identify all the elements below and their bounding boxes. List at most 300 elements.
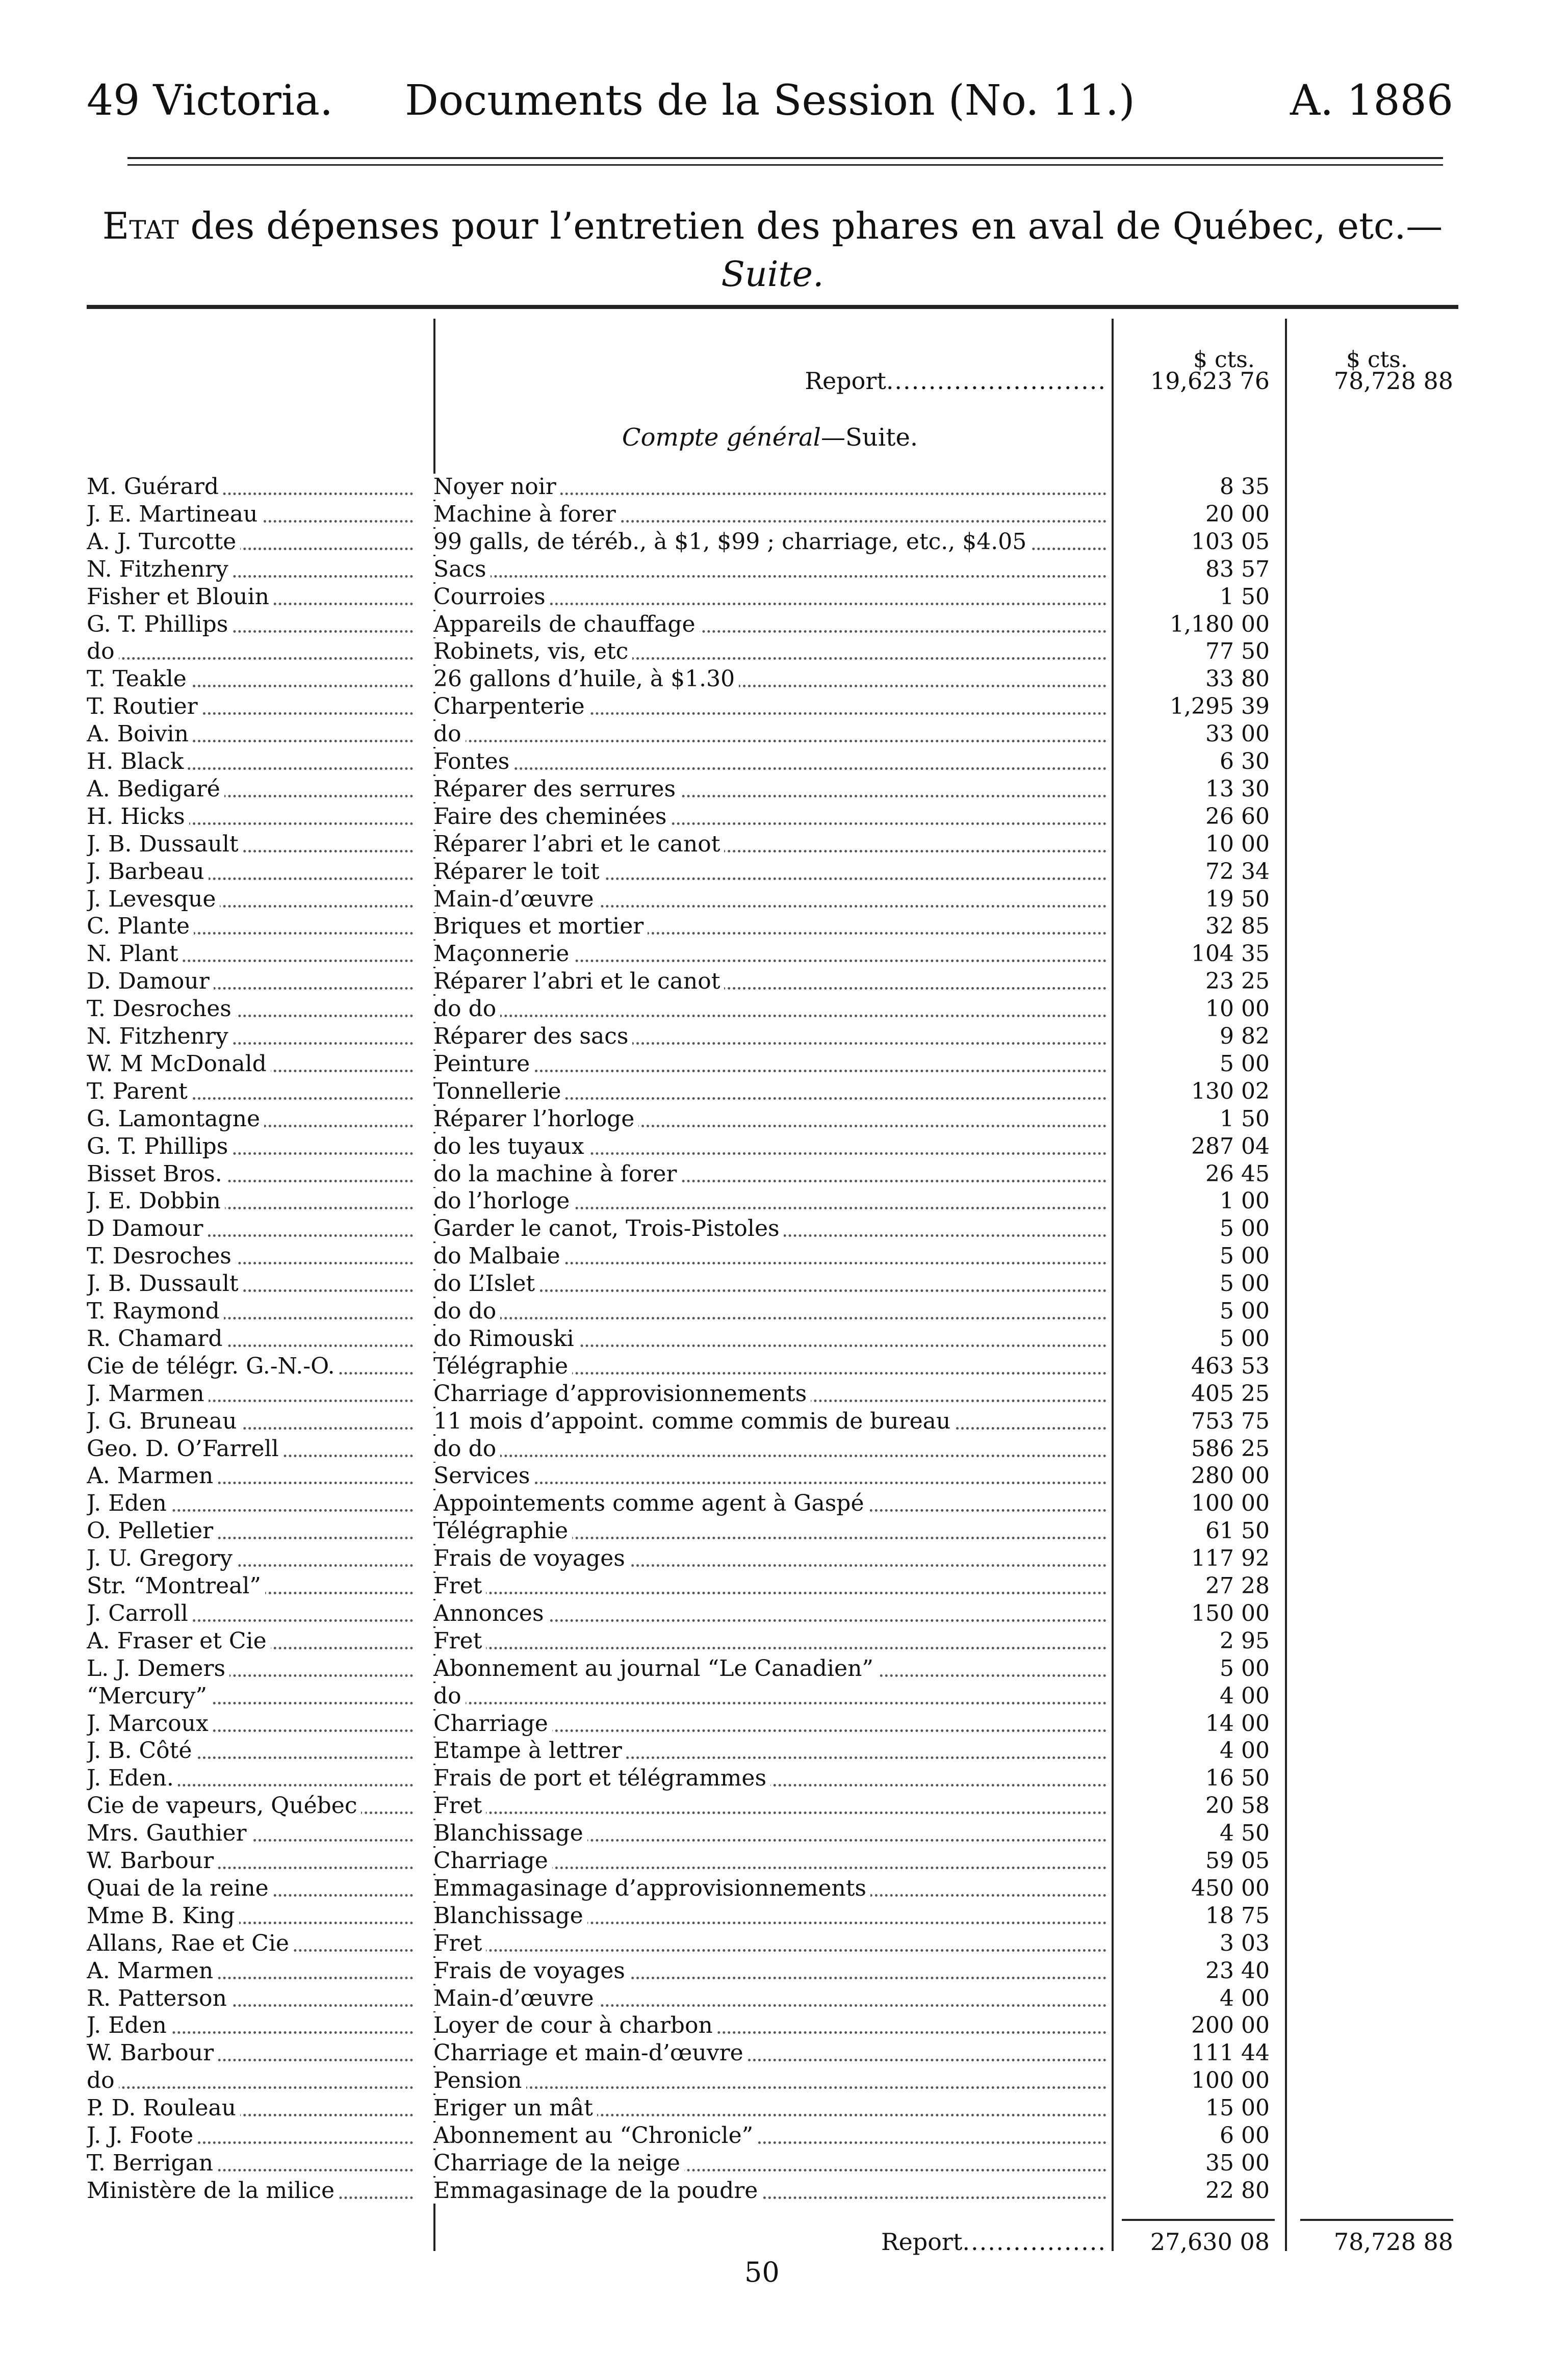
- expense-amount: 100 00: [1191, 2067, 1270, 2094]
- expense-amount: 5 00: [1220, 1655, 1270, 1681]
- expense-amount: 280 00: [1191, 1463, 1270, 1489]
- payee-name: [87, 1600, 413, 1627]
- expense-amount: 8 35: [1220, 474, 1270, 500]
- section-italic: Compte général: [622, 423, 821, 452]
- payee-name: [87, 1325, 413, 1353]
- running-header: [87, 76, 1453, 133]
- leader-dots: [433, 1572, 1106, 1594]
- report-label: Report: [805, 367, 886, 395]
- payee-name: [87, 1215, 413, 1243]
- table-row: [0, 1160, 1545, 1188]
- title-lead: Etat: [102, 204, 179, 247]
- description-label: Frais de voyages: [433, 1958, 629, 1984]
- table-row: [0, 1847, 1545, 1875]
- leader-dots: [433, 1435, 1106, 1457]
- expense-description: [433, 1765, 1106, 1792]
- expense-amount: 5 00: [1220, 1271, 1270, 1297]
- payee-name: [87, 1270, 413, 1298]
- expense-amount: 23 40: [1205, 1957, 1270, 1984]
- payee-label: P. D. Rouleau: [87, 2095, 240, 2121]
- payee-label: J. Marmen: [87, 1381, 209, 1407]
- expense-description: [433, 1875, 1106, 1902]
- expense-amount: 15 00: [1205, 2095, 1270, 2122]
- payee-name: [87, 1243, 413, 1270]
- payee-name: [87, 1408, 413, 1435]
- expense-description: [433, 1902, 1106, 1930]
- table-row: [0, 1380, 1545, 1408]
- expense-description: [433, 1737, 1106, 1765]
- expense-description: [433, 1462, 1106, 1490]
- table-row: [0, 583, 1545, 611]
- page-title: [0, 201, 1545, 299]
- payee-label: Allans, Rae et Cie: [87, 1930, 293, 1956]
- payee-name: [87, 1462, 413, 1490]
- payee-name: [87, 1627, 413, 1655]
- payee-name: [87, 1820, 413, 1847]
- description-label: Robinets, vis, etc: [433, 638, 632, 664]
- payee-name: [87, 1160, 413, 1188]
- table-row: [0, 638, 1545, 665]
- payee-label: J. J. Foote: [87, 2123, 197, 2149]
- expense-amount: 117 92: [1191, 1545, 1270, 1572]
- payee-name: [87, 1187, 413, 1215]
- table-row: [0, 1930, 1545, 1957]
- table-row: [0, 1133, 1545, 1160]
- expense-description: [433, 473, 1106, 501]
- expense-amount: 3 03: [1220, 1930, 1270, 1956]
- description-label: Appareils de chauffage: [433, 611, 700, 637]
- table-row: [0, 1517, 1545, 1545]
- leader-dots: [433, 748, 1106, 770]
- table-row: [0, 2067, 1545, 2094]
- expense-description: [433, 2122, 1106, 2150]
- payee-name: [87, 1572, 413, 1600]
- expense-description: [433, 1325, 1106, 1353]
- expense-amount: 19 50: [1205, 886, 1270, 912]
- expense-description: [433, 1215, 1106, 1243]
- report-bottom-total: 78,728 88: [1333, 2228, 1453, 2256]
- payee-name: [87, 1435, 413, 1463]
- payee-label: H. Black: [87, 748, 188, 774]
- description-label: Machine à forer: [433, 501, 620, 527]
- expense-amount: 130 02: [1191, 1078, 1270, 1104]
- description-label: do: [433, 1683, 466, 1709]
- table-row: [0, 1270, 1545, 1298]
- payee-label: W. Barbour: [87, 2040, 218, 2066]
- table-row: [0, 858, 1545, 886]
- expense-description: [433, 638, 1106, 665]
- expense-description: [433, 2039, 1106, 2067]
- table-row: [0, 1957, 1545, 1985]
- expense-amount: 2 95: [1220, 1627, 1270, 1654]
- expense-amount: 4 50: [1220, 1820, 1270, 1847]
- table-row: [0, 1902, 1545, 1930]
- table-row: [0, 2150, 1545, 2177]
- report-total: 78,728 88: [1333, 367, 1453, 395]
- description-label: do la machine à forer: [433, 1161, 681, 1187]
- expense-description: [433, 1710, 1106, 1738]
- description-label: Charriage d’approvisionnements: [433, 1381, 811, 1407]
- expense-amount: 6 30: [1220, 748, 1270, 774]
- description-label: Sacs: [433, 556, 491, 582]
- payee-label: T. Teakle: [87, 666, 191, 692]
- expense-amount: 33 00: [1205, 721, 1270, 747]
- description-label: Peinture: [433, 1051, 534, 1077]
- table-row: [0, 1408, 1545, 1435]
- expense-amount: 4 00: [1220, 1985, 1270, 2011]
- expense-description: [433, 1545, 1106, 1572]
- table-row: [0, 1435, 1545, 1463]
- payee-name: [87, 1930, 413, 1957]
- payee-label: O. Pelletier: [87, 1518, 217, 1544]
- expense-amount: 6 00: [1220, 2123, 1270, 2149]
- expense-amount: 5 00: [1220, 1215, 1270, 1242]
- expense-amount: 405 25: [1191, 1380, 1270, 1407]
- payee-name: [87, 720, 413, 748]
- table-row: [0, 1545, 1545, 1572]
- payee-label: A. Bedigaré: [87, 776, 224, 802]
- payee-name: [87, 2012, 413, 2039]
- payee-label: T. Raymond: [87, 1298, 224, 1324]
- table-row: [0, 803, 1545, 831]
- description-label: Fret: [433, 1573, 486, 1599]
- expense-amount: 5 00: [1220, 1050, 1270, 1077]
- table-row: [0, 1215, 1545, 1243]
- expense-description: [433, 1243, 1106, 1270]
- payee-label: R. Patterson: [87, 1985, 231, 2011]
- payee-label: W. M McDonald: [87, 1051, 271, 1077]
- currency-header-total: $ cts.: [1346, 347, 1408, 373]
- report-bottom-label: Report: [881, 2228, 963, 2256]
- report-amount: 19,623 76: [1150, 367, 1270, 395]
- expense-description: [433, 528, 1106, 556]
- table-row: [0, 693, 1545, 720]
- expense-description: [433, 1270, 1106, 1298]
- table-row: [0, 1353, 1545, 1380]
- payee-label: J. B. Côté: [87, 1738, 196, 1764]
- expense-amount: 450 00: [1191, 1875, 1270, 1901]
- payee-name: [87, 1655, 413, 1683]
- payee-name: [87, 1078, 413, 1105]
- header-documents: Documents de la Session (No. 11.): [405, 76, 1135, 125]
- expense-description: [433, 1847, 1106, 1875]
- description-label: Loyer de cour à charbon: [433, 2012, 717, 2038]
- payee-name: [87, 2122, 413, 2150]
- payee-name: [87, 2150, 413, 2177]
- description-label: Charriage: [433, 1848, 552, 1874]
- description-label: Réparer des sacs: [433, 1023, 632, 1049]
- expense-description: [433, 886, 1106, 913]
- description-label: Annonces: [433, 1600, 548, 1626]
- leader-dots: [87, 2067, 413, 2089]
- table-row: [0, 2122, 1545, 2150]
- expense-amount: 23 25: [1205, 968, 1270, 995]
- payee-name: [87, 1985, 413, 2012]
- payee-label: D Damour: [87, 1215, 207, 1241]
- expense-description: [433, 1435, 1106, 1463]
- payee-label: do: [87, 2067, 119, 2093]
- expense-description: [433, 995, 1106, 1023]
- expense-amount: 150 00: [1191, 1600, 1270, 1626]
- expense-amount: 61 50: [1205, 1518, 1270, 1544]
- description-label: Main-d’œuvre: [433, 886, 598, 912]
- expense-description: [433, 1985, 1106, 2012]
- payee-label: J. E. Martineau: [87, 501, 262, 527]
- expense-amount: 4 00: [1220, 1738, 1270, 1764]
- table-row: [0, 1875, 1545, 1902]
- expense-amount: 16 50: [1205, 1765, 1270, 1792]
- description-label: do les tuyaux: [433, 1133, 588, 1159]
- description-label: Fontes: [433, 748, 513, 774]
- table-row: [0, 1325, 1545, 1353]
- table-row: [0, 1078, 1545, 1105]
- header-year: A. 1886: [1290, 76, 1453, 125]
- expense-amount: 200 00: [1191, 2012, 1270, 2039]
- payee-label: Str. “Montreal”: [87, 1573, 265, 1599]
- table-row: [0, 1985, 1545, 2012]
- payee-name: [87, 473, 413, 501]
- table-row: [0, 1187, 1545, 1215]
- header-rule-thin: [127, 164, 1443, 166]
- expense-description: [433, 2177, 1106, 2205]
- section-suite: —Suite.: [821, 423, 918, 452]
- table-row: [0, 1765, 1545, 1792]
- header-session: 49 Victoria.: [87, 76, 333, 125]
- payee-label: J. Levesque: [87, 886, 220, 912]
- table-row: [0, 1710, 1545, 1738]
- expense-description: [433, 583, 1106, 611]
- expense-description: [433, 1572, 1106, 1600]
- expense-description: [433, 940, 1106, 968]
- table-row: [0, 995, 1545, 1023]
- expense-description: [433, 1050, 1106, 1078]
- description-label: Abonnement au “Chronicle”: [433, 2123, 757, 2149]
- expense-amount: 103 05: [1191, 528, 1270, 555]
- description-label: Réparer l’horloge: [433, 1106, 638, 1132]
- payee-name: [87, 775, 413, 803]
- sum-rule-total: [1300, 2219, 1453, 2221]
- expense-amount: 104 35: [1191, 941, 1270, 967]
- leader-dots: [433, 1683, 1106, 1704]
- expense-amount: 26 60: [1205, 803, 1270, 830]
- payee-label: N. Fitzhenry: [87, 1023, 233, 1049]
- payee-label: T. Parent: [87, 1078, 192, 1104]
- description-label: Main-d’œuvre: [433, 1985, 598, 2011]
- leader-dots: [433, 1050, 1106, 1072]
- report-carried-forward: Report.......................... 19,623 76 78,728 88: [805, 367, 1453, 395]
- payee-label: G. T. Phillips: [87, 1133, 232, 1159]
- payee-label: A. Marmen: [87, 1463, 217, 1489]
- expense-description: [433, 665, 1106, 693]
- table-row: [0, 1572, 1545, 1600]
- expense-description: [433, 1600, 1106, 1627]
- report-carried-bottom: Report................. 27,630 08 78,728 88: [881, 2228, 1453, 2256]
- table-row: [0, 528, 1545, 556]
- payee-label: A. Fraser et Cie: [87, 1628, 271, 1654]
- expense-amount: 753 75: [1191, 1408, 1270, 1434]
- table-row: [0, 1490, 1545, 1517]
- expense-description: [433, 803, 1106, 831]
- expense-amount: 1 50: [1220, 583, 1270, 610]
- payee-name: [87, 2067, 413, 2094]
- expense-description: [433, 968, 1106, 995]
- expense-description: [433, 1078, 1106, 1105]
- payee-name: [87, 1737, 413, 1765]
- leader-dots: [433, 1627, 1106, 1649]
- payee-label: J. Carroll: [87, 1600, 192, 1626]
- table-row: [0, 886, 1545, 913]
- description-label: Charriage de la neige: [433, 2150, 684, 2176]
- title-text: des dépenses pour l’entretien des phares en aval de Québec, etc.—: [178, 204, 1443, 247]
- table-row: [0, 2039, 1545, 2067]
- table-row: [0, 2094, 1545, 2122]
- payee-label: do: [87, 638, 119, 664]
- payee-label: J. E. Dobbin: [87, 1188, 225, 1214]
- payee-label: Quai de la reine: [87, 1875, 273, 1901]
- payee-label: J. Marcoux: [87, 1711, 213, 1737]
- expense-description: [433, 2094, 1106, 2122]
- expense-amount: 1,180 00: [1170, 611, 1270, 637]
- payee-label: G. T. Phillips: [87, 611, 232, 637]
- table-row: [0, 1243, 1545, 1270]
- expense-description: [433, 1160, 1106, 1188]
- expense-description: [433, 1380, 1106, 1408]
- description-label: Abonnement au journal “Le Canadien”: [433, 1655, 878, 1681]
- payee-label: Fisher et Blouin: [87, 584, 273, 610]
- table-row: [0, 940, 1545, 968]
- description-label: Noyer noir: [433, 474, 560, 500]
- expense-description: [433, 2067, 1106, 2094]
- description-label: Faire des cheminées: [433, 804, 671, 830]
- payee-label: M. Guérard: [87, 474, 223, 500]
- expense-description: [433, 1683, 1106, 1710]
- payee-name: [87, 968, 413, 995]
- payee-label: Mme B. King: [87, 1903, 239, 1929]
- description-label: Fret: [433, 1628, 486, 1654]
- payee-label: L. J. Demers: [87, 1655, 229, 1681]
- payee-label: J. Barbeau: [87, 859, 209, 885]
- description-label: do L’Islet: [433, 1271, 539, 1297]
- payee-label: “Mercury”: [87, 1683, 211, 1709]
- payee-name: [87, 1545, 413, 1572]
- expense-amount: 27 28: [1205, 1573, 1270, 1599]
- expense-description: [433, 1298, 1106, 1325]
- table-row: [0, 501, 1545, 528]
- payee-name: [87, 1847, 413, 1875]
- expense-description: [433, 1655, 1106, 1683]
- payee-label: Geo. D. O’Farrell: [87, 1436, 283, 1462]
- expense-description: [433, 2012, 1106, 2039]
- sum-rule-amount: [1122, 2219, 1275, 2221]
- description-label: Garder le canot, Trois-Pistoles: [433, 1215, 784, 1241]
- description-label: Courroies: [433, 584, 550, 610]
- expense-amount: 5 00: [1220, 1243, 1270, 1270]
- payee-label: Cie de télégr. G.-N.-O.: [87, 1353, 339, 1379]
- expense-amount: 463 53: [1191, 1353, 1270, 1379]
- description-label: Pension: [433, 2067, 526, 2093]
- payee-name: [87, 1490, 413, 1517]
- expense-description: [433, 1133, 1106, 1160]
- payee-label: J. B. Dussault: [87, 1271, 243, 1297]
- payee-label: J. Eden: [87, 2012, 171, 2038]
- table-top-rule: [87, 305, 1458, 309]
- payee-name: [87, 913, 413, 940]
- payee-name: [87, 1353, 413, 1380]
- payee-label: J. B. Dussault: [87, 831, 243, 857]
- payee-label: R. Chamard: [87, 1326, 227, 1352]
- payee-name: [87, 748, 413, 775]
- description-label: do l’horloge: [433, 1188, 574, 1214]
- table-row: [0, 1820, 1545, 1847]
- payee-label: T. Desroches: [87, 1243, 236, 1269]
- expense-description: [433, 1627, 1106, 1655]
- expense-description: [433, 720, 1106, 748]
- payee-name: [87, 858, 413, 886]
- table-row: [0, 611, 1545, 638]
- table-row: [0, 1792, 1545, 1820]
- description-label: do Rimouski: [433, 1326, 578, 1352]
- expense-description: [433, 1792, 1106, 1820]
- expense-description: [433, 748, 1106, 775]
- payee-name: [87, 831, 413, 858]
- section-heading: [439, 423, 1101, 452]
- payee-name: [87, 940, 413, 968]
- expense-amount: 5 00: [1220, 1325, 1270, 1352]
- table-row: [0, 1462, 1545, 1490]
- payee-name: [87, 638, 413, 665]
- expense-amount: 77 50: [1205, 638, 1270, 665]
- expense-amount: 14 00: [1205, 1710, 1270, 1737]
- payee-name: [87, 1792, 413, 1820]
- payee-label: Bisset Bros.: [87, 1161, 226, 1187]
- table-row: [0, 1298, 1545, 1325]
- expense-description: [433, 1490, 1106, 1517]
- description-label: Appointements comme agent à Gaspé: [433, 1490, 868, 1516]
- payee-name: [87, 2177, 413, 2205]
- payee-label: J. Eden: [87, 1490, 171, 1516]
- table-row: [0, 913, 1545, 940]
- payee-label: D. Damour: [87, 968, 214, 994]
- payee-name: [87, 1105, 413, 1133]
- description-label: Tonnellerie: [433, 1078, 565, 1104]
- payee-label: Ministère de la milice: [87, 2178, 339, 2204]
- table-row: [0, 1050, 1545, 1078]
- expense-amount: 586 25: [1191, 1435, 1270, 1462]
- payee-label: C. Plante: [87, 913, 194, 939]
- expense-description: [433, 1353, 1106, 1380]
- description-label: do do: [433, 1436, 500, 1462]
- payee-name: [87, 1765, 413, 1792]
- table-row: [0, 775, 1545, 803]
- payee-label: J. G. Bruneau: [87, 1408, 241, 1434]
- expense-description: [433, 1820, 1106, 1847]
- payee-name: [87, 1517, 413, 1545]
- leader-dots: [433, 1298, 1106, 1320]
- payee-name: [87, 528, 413, 556]
- description-label: Réparer l’abri et le canot: [433, 968, 724, 994]
- leader-dots: [433, 2067, 1106, 2089]
- payee-label: H. Hicks: [87, 804, 189, 830]
- table-row: [0, 1600, 1545, 1627]
- description-label: Emmagasinage d’approvisionnements: [433, 1875, 870, 1901]
- payee-name: [87, 501, 413, 528]
- payee-name: [87, 611, 413, 638]
- currency-header-amount: $ cts.: [1193, 347, 1255, 373]
- payee-name: [87, 886, 413, 913]
- table-row: [0, 2012, 1545, 2039]
- payee-name: [87, 1380, 413, 1408]
- expense-amount: 10 00: [1205, 831, 1270, 857]
